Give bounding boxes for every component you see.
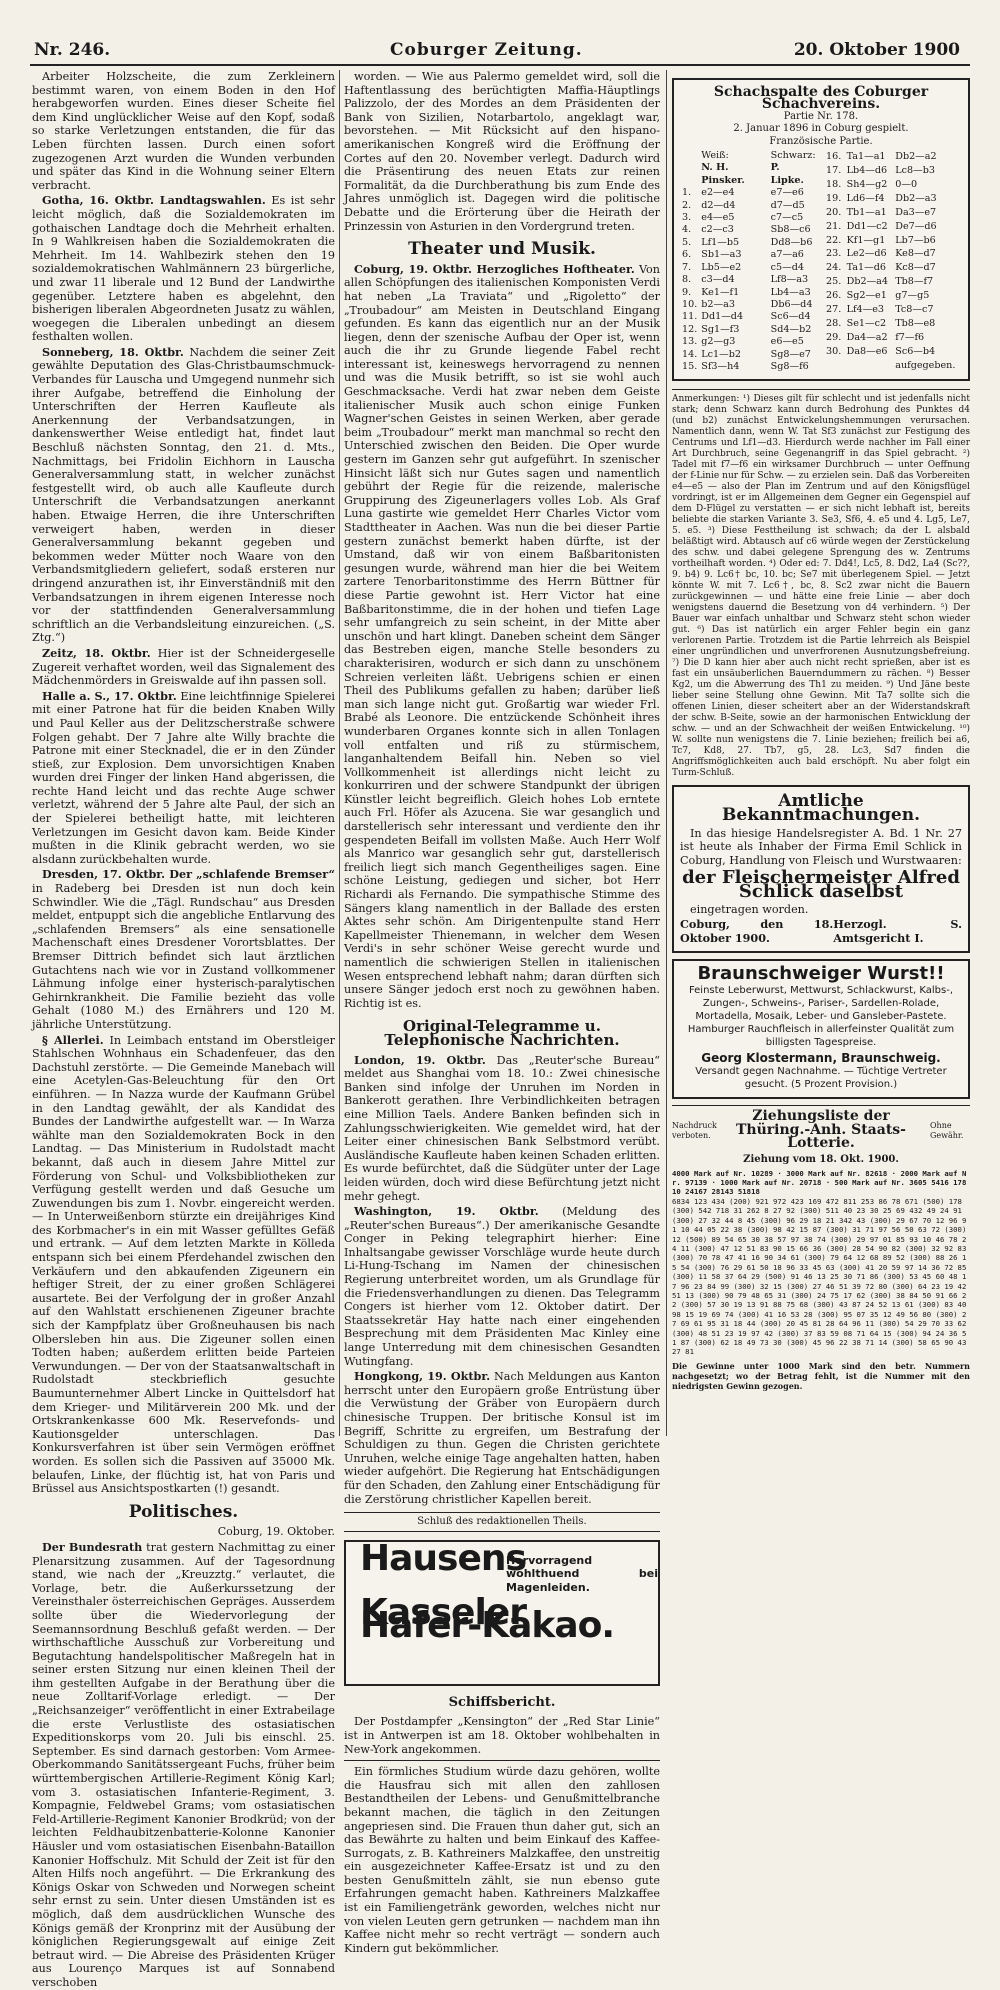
chess-move-row xyxy=(680,349,818,361)
amt-text2: eingetragen worden. xyxy=(690,902,809,916)
move-black: Dd8—b6 xyxy=(770,236,813,248)
move-black: De7—d6 xyxy=(895,220,937,232)
lottery-note-right: Ohne Gewähr. xyxy=(930,1120,964,1140)
move-black: Sd4—b2 xyxy=(770,323,812,335)
move-white: Ta1—a1 xyxy=(846,150,886,162)
paragraph: Ein förmliches Studium würde dazu gehören, wollte die Hausfrau sich mit allen den zahllosen Bestandtheilen der Lebens- und Genußmittelbranche bekannt machen, die täglich in den Zeitungen angepriesen sind. Die Frauen thun daher gut, sich an das Bewährte zu halten und beim Einkauf des Kaffee-Surrogats, z. B. Kathreiners Malzkaffee, den unstreitig ein ausgezeichneter Kaffee-Ersatz ist und zu den besten Genußmitteln zählt, sie nun ebenso gute Erfahrungen gemacht haben. Kathreiners Malzkaffee ist ein Familiengetränk geworden, welches nicht nur von vielen Leuten gern getrunken — nachdem man ihn Kaffee nicht mehr so recht verträgt — sondern auch Kindern gut bekömmlicher. xyxy=(344,1760,660,1955)
move-white: c3—d4 xyxy=(701,274,735,286)
lottery-date: Ziehung vom 18. Okt. 1900. xyxy=(743,1154,899,1166)
ad-tagline: Hervorragend wohlthuend bei Magenleiden. xyxy=(506,1553,658,1594)
move-number: 29. xyxy=(826,332,842,344)
amt-place-date: Coburg, den 18. Oktober 1900. xyxy=(680,917,834,945)
chess-move-row xyxy=(680,262,818,274)
move-white: Da4—a2 xyxy=(846,332,888,344)
move-white: Sf3—h4 xyxy=(701,360,740,372)
move-white: Se1—c2 xyxy=(846,318,887,330)
move-white: Sg2—e1 xyxy=(846,290,887,302)
move-black: Sb8—c6 xyxy=(770,224,811,236)
move-white: Lf1—b5 xyxy=(701,236,740,248)
label-white: Weiß: xyxy=(701,150,729,162)
news-item xyxy=(32,1541,335,1990)
news-body: Nachdem die seiner Zeit gewählte Deputation des Glas-Christbaumschmuck-Verbandes für Lauscha und Umgegend nunmehr sich ihrer Aufgabe, betreffend die Einholung der Unterschriften der Herren Kaufleute als Anerkennung der Verbandsatzungen, in dankenswerther Weise entledigt hat, findet laut Beschluß nächsten Sonntag, den 21. d. Mts., Nachmittags, bei Fridolin Eichhorn in Lauscha Generalversammlung statt, in welcher zunächst festgestellt wird, ob auch alle Kaufleute durch Unterschrift die Verbandsatzungen anerkannt haben. Etwaige Herren, die ihre Unterschriften verweigert haben, werden in dieser Generalversammlung bekannt gegeben und bekommen weder Mütter noch Waare von den Verbandsmitgliedern geliefert, sodaß ersteren nur dringend anzurathen ist, ihr Einverständniß mit den Verbandsatzungen in ihrem eigenen Interesse noch vor der stattfindenden Generalversammlung schriftlich an die Verbandsleitung einzureichen. („S. Ztg.“) xyxy=(32,345,336,645)
move-number: 25. xyxy=(826,276,842,288)
issue-date: 20. Oktober 1900 xyxy=(793,40,960,60)
news-item xyxy=(344,1054,660,1204)
move-black: Da3—e7 xyxy=(895,206,937,218)
chess-column xyxy=(672,78,970,381)
move-black: 0—0 xyxy=(895,178,918,190)
dateline: Coburg, 19. Oktbr. Herzogliches Hoftheater. xyxy=(354,261,635,276)
lottery-header xyxy=(672,1105,970,1151)
amt-signature: Herzogl. S. Amtsgericht I. xyxy=(833,917,962,945)
column-3 xyxy=(672,70,970,1436)
chess-move-row xyxy=(824,290,962,304)
move-white: Sg1—f3 xyxy=(701,323,740,335)
section-heading-politics: Politisches. xyxy=(128,1501,239,1522)
moves-table-right xyxy=(824,150,962,373)
move-number: 15. xyxy=(682,360,698,372)
move-black: Tb8—f7 xyxy=(895,276,934,288)
chess-move-row xyxy=(680,336,818,348)
masthead xyxy=(0,0,1000,64)
move-number: 9. xyxy=(682,286,692,298)
chess-move-row xyxy=(824,178,962,192)
column-divider xyxy=(666,70,667,1436)
dateline: Zeitz, 18. Oktbr. xyxy=(42,645,151,660)
amt-name: der Fleischermeister Alfred Schlick daselbst xyxy=(682,867,960,902)
dateline: Der Bundesrath xyxy=(42,1539,143,1554)
chess-move-row xyxy=(680,324,818,336)
chess-move-row xyxy=(680,249,818,261)
news-body: Von allen Schöpfungen des italienischen Komponisten Verdi hat neben „La Traviata“ und „Rigoletto“ der „Troubadour“ am Meisten in Deutschland Eingang gefunden. Es kann das eigentlich nur an der Musik liegen, denn der szenische Aufbau der Oper ist, wenn auch die ihr zu Grunde liegende Fabel recht interessant ist, keineswegs hervorragend zu nennen und was die Musik betrifft, so ist sie wohl auch Geschmacksache. Verdi hat zwar neben dem Geiste italienischer Musik auch schon einige Funken Wagner'schen Geistes in seinen Werken, aber gerade beim „Troubadour“ merkt man manchmal so recht den Unterschied zwischen den Beiden. Die Oper wurde gestern im Ganzen sehr gut aufgeführt. In szenischer Hinsicht läßt sich nur Gutes sagen und namentlich gebührt der Regie für die reizende, malerische Gruppirung des Zigeunerlagers volles Lob. Als Graf Luna gastirte wie gemeldet Herr Charles Victor vom Stadttheater in Aachen. Was nun die bei dieser Partie gestern zunächst bemerkt haben dürfte, ist der Umstand, daß wir von einem Baßbaritonisten gesungen wurde, während man hier die bei Weitem zartere Tenorbaritonstimme des Herrn Büttner für diese Partie gewohnt ist. Herr Victor hat eine Baßbaritonstimme, die in der hohen und tiefen Lage sehr umfangreich zu sein scheint, in der Mitte aber unschön und hart klingt. Daneben scheint dem Sänger das Bestreben eigen, manche Stelle besonders zu charakterisiren, wodurch er sich dann zu unschönem Schreien verleiten läßt. Uebrigens schien er einen Theil des Publikums gefallen zu haben; darüber ließ man sich lange nicht gut. Großartig war wieder Frl. Brabé als Leonore. Die entzückende Schönheit ihres wunderbaren Organes konnte sich in allen Tonlagen voll entfalten und riß zu stürmischem, langanhaltendem Beifall hin. Neben so viel Vollkommenheit ist allerdings nicht leicht zu konkurriren und der schwere Standpunkt der übrigen Künstler leicht begreiflich. Gleich hohes Lob erntete auch Frl. Höfer als Azucena. Sie war gesanglich und darstellerisch sehr interessant und verdiente den ihr gespendeten Beifall im vollsten Maße. Auch Herr Wolf als Manrico war gesanglich sehr gut, darstellerisch freilich liegt sich manch Gegentheiliges sagen. Eine schöne Leistung, gediegen und sicher, bot Herr Richardi als Fernando. Die sympathische Stimme des Sängers klang namentlich in der Ballade des ersten Aktes sehr schön. Am Dirigentenpulte stand Herr Kapellmeister Thienemann, in welcher dem Wesen Verdi's in sehr schöner Weise gerecht wurde und namentlich die schwierigen Stellen in italienischen Wesen entsprechend lebhaft nahm; daran dürften sich unsere Sänger jedoch erst noch zu gewöhnen haben. Richtig ist es. xyxy=(344,262,660,1010)
chess-move-row xyxy=(824,234,962,248)
news-body: Eine leichtfinnige Spielerei mit einer Patrone hat für die beiden Knaben Willy und Paul Keller aus der Delitzscherstraße schwere Folgen gehabt. Der 7 Jahre alte Willy brachte die Patrone mit einer Stecknadel, die er in den Zünder stieß, zur Explosion. Dem unvorsichtigen Knaben wurden drei Finger der linken Hand abgerissen, die rechte Hand leicht und das rechte Auge schwer verletzt, während der 5 Jahre alte Paul, der sich an der Spielerei betheiligt hatte, mit leichteren Verletzungen im Gesicht davon kam. Beide Kinder mußten in die Klinik gebracht werden, wo sie alsdann zurückbehalten wurde. xyxy=(32,689,335,866)
move-black: Lb7—b6 xyxy=(895,234,936,246)
chess-move-row xyxy=(680,212,818,224)
dateline: London, 19. Oktbr. xyxy=(354,1052,486,1067)
chess-move-row xyxy=(824,150,962,164)
column-divider xyxy=(339,70,340,1436)
chess-move-row xyxy=(680,237,818,249)
move-black: aufgegeben. xyxy=(895,360,956,372)
wurst-firm: Georg Klostermann, Braunschweig. xyxy=(701,1051,941,1066)
move-white: Dd1—d4 xyxy=(701,311,744,323)
wurst-title: Braunschweiger Wurst!! xyxy=(697,963,945,985)
lottery-footnote: Die Gewinne unter 1000 Mark sind den betr. Nummern nachgesetzt; wo der Betrag fehlt, ist die Nummer mit den niedrigsten Gewinn gezogen. xyxy=(672,1360,970,1391)
move-number: 18. xyxy=(826,178,842,190)
move-white: Lf4—e3 xyxy=(846,304,885,316)
move-black: Lf8—a3 xyxy=(770,274,809,286)
move-number: 28. xyxy=(826,318,842,330)
chess-annotations: Anmerkungen: ¹) Dieses gilt für schlecht und ist jedenfalls nicht stark; denn Schwarz kann durch Bedrohung des Punktes d4 (und b2) zunächst Entwickelungshemmungen verursachen. Namentlich dann, wenn W. Tat Sf3 zunächst zur Festigung des Centrums und Lf1—d3. Hierdurch werde nachher im Fall einer Art Durchbruch, seine Gegenangriff in das Spiel gebracht. ²) Tadel mit f7—f6 ein wirksamer Durchbruch — unter Oeffnung der f-Linie nur für Schw. — zu erzielen sein. Daß das Vorbereiten e4—e5 — also der Plan im Zentrum und auf den Königsflügel vordringt, ist er im Allgemeinen dem Gegner ein Gegenspiel auf dem D-Flügel zu verstatten — er sich nicht lebhaft ist, bereits beliebte die starken Variante 3. Se3, Sf6, 4. e5 und 4. Lg5, Le7, 5. e5. ³) Diese Festtheilung ist schwach; da der L alsbald beläßtigt wird. Abtausch auf c6 würde wegen der Zerstückelung des schw. und dabei gelegene Sprengung des w. Zentrums vortheilhaft worden. ⁴) Oder ed: 7. Dd4!, Lc5, 8. Dd2, La4 (Sc??, 9. b4) 9. Lc6† bc, 10. bc; Se7 mit überlegenem Spiel. — Jetzt könnte W. mit 7. Lc6†, bc, 8. Sc2 zwar nicht die Bauern zurückgewinnen — und hätte eine freie Linie — aber doch wenigstens dauernd die Besetzung von d4 verhindern. ⁵) Der Bauer war einfach unhaltbar und Schwarz steht schon wieder gut. ⁶) Das ist natürlich ein arger Fehler begin ein ganz verlorenen Partie. Trotzdem ist die Partie lehrreich als Beispiel einer ungründlichen und unverfrorenen Ausnutzungsbefreiung. ⁷) Die D kann hier aber auch nicht recht sprießen, aber ist es fast ein unsäuberlichen Bauerndummern zu rächen. ⁸) Besser Kg2, um die Abwerrung des Th1 zu meiden. ⁹) Und Jäne beste lieber seine Stellung ohne Gewinn. Mit Ta7 sollte sich die offenen Linien, dieser scheitert aber an der Widerstandskraft der schw. B-Seite, sowie an der harmonischen Entwicklung der schw. — und an der Schwachheit der weißen Entwickelung. ¹⁰) W. sollte nun wenigstens die 7. Linie beziehen; freilich bei a6, Tc7, Kd8, 27. Tb7, g5, 28. Lc3, Sd7 finden die Angriffsmöglichkeiten auch bald erschöpft. Nu aber folgt ein Turm-Schluß. xyxy=(672,389,970,779)
move-number: 2. xyxy=(682,199,692,211)
move-black: c7—c5 xyxy=(770,212,804,224)
dateline: Gotha, 16. Oktbr. Landtagswahlen. xyxy=(42,193,266,208)
move-black: Sc6—d4 xyxy=(770,311,811,323)
chess-move-row xyxy=(824,262,962,276)
move-black: c5—d4 xyxy=(770,261,804,273)
news-body: Nach Meldungen aus Kanton herrscht unter den Europäern große Entrüstung über die Verwüstung der Gräber von Europäern durch chinesische Truppen. Der britische Konsul ist im Begriff, Schritte zu ergreifen, um Bestrafung der Schuldigen zu thun. Gegen die Christen gerichtete Unruhen, welche einige Tage angehalten hatten, haben wieder aufgehört. Die Regierung hat Entschädigungen für den Schaden, den Zahlung einer Entschädigung für die Zerstörung christlicher Kapellen bereit. xyxy=(344,1370,660,1506)
move-black: g7—g5 xyxy=(895,290,930,302)
move-white: Sb1—a3 xyxy=(701,249,742,261)
chess-move-row xyxy=(680,274,818,286)
news-body: (Meldung des „Reuter'schen Bureaus“.) Der amerikanische Gesandte Conger in Peking telegraphirt hierher: Eine Inhaltsangabe gewisser Vorschläge wurde heute durch Li-Hung-Tschang im Namen der chinesischen Regierung unterbreitet worden, um als Grundlage für die Friedensverhandlungen zu dienen. Das Telegramm Congers ist hierher vom 12. Oktober datirt. Der Staatssekretär Hay hatte nach einer eingehenden Besprechung mit dem Präsidenten Mac Kinley eine lange Unterredung mit dem chinesischen Gesandten Wutingfang. xyxy=(344,1205,660,1368)
paragraph: worden. — Wie aus Palermo gemeldet wird, soll die Haftentlassung des berüchtigten Maffia-Häuptlings Palizzolo, der des Mordes an dem Präsidenten der Bank von Sizilien, Notarbartolo, angeklagt war, bevorstehen. — Mit Rücksicht auf den hispano-amerikanischen Kongreß wird die Eröffnung der Cortes auf den 20. November verlegt. Dadurch wird die Präsentirung des neuen Etats zur reinen Formalität, da die Durchberathung bis zum Ende des Jahres unmöglich ist. Dagegen wird die politische Debatte und die Erörterung über die Heirath der Prinzessin von Asturien in den Vordergrund treten. xyxy=(344,70,660,233)
move-number: 26. xyxy=(826,290,842,302)
chess-move-row xyxy=(680,224,818,236)
chess-move-row xyxy=(680,187,818,199)
move-number: 11. xyxy=(682,311,698,323)
section-heading-telegrams: Original-Telegramme u. Telephonische Nachrichten. xyxy=(384,1017,620,1049)
chess-move-row xyxy=(824,220,962,234)
move-number: 24. xyxy=(826,262,842,274)
chess-move-row xyxy=(824,276,962,290)
chess-move-row xyxy=(824,331,962,345)
chess-move-row xyxy=(824,359,962,373)
column-1 xyxy=(32,70,336,1989)
move-number: 17. xyxy=(826,164,842,176)
move-black: e7—e6 xyxy=(770,187,804,199)
chess-move-row xyxy=(824,345,962,359)
move-black: Db2—a3 xyxy=(895,192,937,204)
move-black: Db6—d4 xyxy=(770,298,813,310)
move-number: 10. xyxy=(682,298,698,310)
move-number: 14. xyxy=(682,348,698,360)
move-white: Le2—d6 xyxy=(846,248,887,260)
amt-text: In das hiesige Handelsregister A. Bd. 1 Nr. 27 ist heute als Inhaber der Firma Emil Schlick in Coburg, Handlung von Fleisch und Wurstwaaren: xyxy=(680,826,962,867)
news-item xyxy=(344,263,660,1011)
move-white: Dd1—c2 xyxy=(846,220,888,232)
move-number: 5. xyxy=(682,236,692,248)
news-body: Es ist sehr leicht möglich, daß die Sozialdemokraten im gothaischen Landtage doch die Mehrheit erhalten. In 9 Wahlkreisen haben die Sozialdemokraten die Mehrheit. Im 14. Wahlbezirk stehen den 19 sozialdemokratischen Wahlmännern 23 bürgerliche, und zwar 11 liberale und 12 Bund der Landwirthe gegenüber. Letztere haben es abgelehnt, den bisherigen liberalen Abgeordneten Jusatz zu wählen, woegegen die Liberalen unbedingt an diesem festhalten wollen. xyxy=(32,194,335,344)
move-white: Db2—a4 xyxy=(846,276,888,288)
move-black: Db2—a2 xyxy=(895,150,937,162)
move-white: d2—d4 xyxy=(701,199,736,211)
chess-move-row xyxy=(824,164,962,178)
move-number: 30. xyxy=(826,346,842,358)
move-number: 23. xyxy=(826,248,842,260)
section-dateline: Coburg, 19. Oktober. xyxy=(217,1525,335,1539)
move-number: 21. xyxy=(826,220,842,232)
move-white: c2—c3 xyxy=(701,224,734,236)
column-2 xyxy=(344,70,660,1955)
move-white: Da8—e6 xyxy=(846,346,888,358)
chess-move-row xyxy=(824,304,962,318)
partie-number: Partie Nr. 178. xyxy=(783,110,859,122)
chess-move-row xyxy=(824,248,962,262)
move-number xyxy=(824,359,845,373)
issue-number: Nr. 246. xyxy=(34,40,111,60)
move-black: Tc8—c7 xyxy=(895,304,934,316)
move-white: b2—a3 xyxy=(701,298,735,310)
move-white: Lc1—b2 xyxy=(701,348,741,360)
move-white: Tb1—a1 xyxy=(846,206,887,218)
chess-move-row xyxy=(680,361,818,373)
move-black: Tb8—e8 xyxy=(895,318,936,330)
move-white: Sh4—g2 xyxy=(846,178,888,190)
move-white: Kf1—g1 xyxy=(846,234,886,246)
ad-product: Kasseler Hafer-Kakao. xyxy=(360,1591,615,1647)
lottery-note-left: Nachdruck verboten. xyxy=(672,1120,717,1140)
chess-move-row xyxy=(680,287,818,299)
dateline: Hongkong, 19. Oktbr. xyxy=(354,1369,491,1384)
chess-move-row xyxy=(680,299,818,311)
news-item xyxy=(344,1205,660,1368)
lottery-numbers: 6834 123 434 (200) 921 972 423 169 472 811 253 86 78 671 (500) 178 (300) 542 718 31 262 8 27 92 (300) 511 40 23 30 25 69 432 49 24 91 (300) 27 32 44 8 45 (300) 96 29 18 21 342 43 (300) 29 67 70 12 96 91 10 44 05 22 38 (300) 98 42 15 87 (300) 31 71 97 56 50 63 72 (300) 12 (500) 89 54 65 30 38 57 97 38 74 (300) 29 97 01 85 93 10 46 78 24 11 (300) 47 12 51 83 90 15 66 36 (300) 28 54 90 82 (300) 32 92 83 (300) 70 78 47 41 16 90 34 61 (300) 79 64 12 68 89 52 (300) 88 26 15 54 (300) 76 29 61 50 18 96 33 45 63 (300) 41 20 59 97 14 36 72 85 (300) 11 58 37 64 29 (500) 91 46 13 25 30 71 86 (300) 53 45 60 48 17 96 23 84 99 (300) 32 15 (300) 27 46 51 39 72 80 (300) 64 23 19 42 51 13 (300) 90 79 48 65 31 (300) 24 75 17 62 (300) 38 84 50 91 66 22 (300) 57 30 19 13 91 88 75 68 (300) 43 87 24 52 13 61 (300) 83 40 98 15 19 69 74 (300) 41 16 53 28 (300) 95 07 35 12 49 56 80 (300) 27 69 61 95 31 18 44 (300) 20 45 81 28 64 96 11 (300) 54 29 70 33 62 (300) 48 51 23 19 97 42 (300) 37 83 59 08 71 64 15 (300) 94 24 36 51 87 (300) 62 18 49 73 30 (300) 45 96 22 38 71 14 (300) 58 65 90 43 27 81 xyxy=(672,1196,967,1357)
move-white: Ld6—f4 xyxy=(846,192,885,204)
dateline: § Allerlei. xyxy=(42,1032,104,1047)
hafer-kakao-advertisement xyxy=(344,1537,660,1686)
news-body: In Leimbach entstand im Oberstleiger Stahlschen Wohnhaus ein Schadenfeuer, das den Dachstuhl zerstörte. — Die Gemeinde Manebach will eine Acetylen-Gas-Beleuchtung für den Ort einführen. — In Nazza wurde der Kaufmann Grübel in den Landtag gewählt, der als Kandidat des Bundes der Landwirthe aufgestellt war. — In Warza wählte man den Sozialdemokraten Bock in den Landtag. — Das Ministerium in Rudolstadt macht bekannt, daß auch in diesem Jahre Mittel zur Förderung von Schul- und Volksbibliotheken zur Verfügung gestellt werden und daß Gesuche um Zuwendungen bis zum 1. Novbr. eingereicht werden. — In Unterweißenborn stürzte ein dreijähriges Kind des Korbmacher's in ein mit Wasser gefülltes Gefäß und ertrank. — Auf dem letzten Markte in Kölleda entspann sich bei einem Pferdehandel zwischen den Verkäufern und den abkaufenden Zigeunern ein heftiger Streit, der zu einer großen Schlägerei ausartete. Bei der Verfolgung der in großer Anzahl auf den Wahlstatt erschienenen Zigeuner brachte sich der Kampfplatz über Großneuhausen bis nach Olbersleben hin aus. Die Zigeuner sollen einen Todten haben; außerdem erlitten beide Parteien Verwundungen. — Der von der Staatsanwaltschaft in Rudolstadt steckbrieflich gesuchte Baumunternehmer Albert Lincke in Quittelsdorf hat dem Krieger- und Militärverein 200 Mk. und der Ortskrankenkasse 600 Mk. Reservefonds- und Kautionsgelder unterschlagen. Das Konkursverfahren ist über sein Vermögen eröffnet worden. Es sollen sich die Passiven auf 35000 Mk. belaufen, Linke, der flüchtig ist, hat von Paris und Brüssel aus Ansichtspostkarten (!) gesandt. xyxy=(32,1033,336,1496)
move-black: Sg8—f6 xyxy=(770,360,809,372)
dateline: Halle a. S., 17. Oktbr. xyxy=(42,688,177,703)
news-body: Hier ist der Schneidergeselle Zugereit verhaftet worden, weil das Signalement des Mädchenmörders in Greiswalde auf ihn passen soll. xyxy=(32,646,335,688)
partie-type: Französische Partie. xyxy=(769,135,873,147)
news-item xyxy=(344,1370,660,1506)
official-announcements xyxy=(672,785,970,953)
lottery-prizes: 4000 Mark auf Nr. 10289 · 3000 Mark auf Nr. 82618 · 2000 Mark auf Nr. 97139 · 1000 Mark auf Nr. 20718 · 500 Mark auf Nr. 3605 5416 17810 24167 28143 51818 xyxy=(672,1168,967,1197)
move-number: 12. xyxy=(682,323,698,335)
move-black: Sc6—b4 xyxy=(895,346,936,358)
move-black: Lb4—a3 xyxy=(770,286,811,298)
player-black: P. Lipke. xyxy=(770,162,804,186)
move-black: f7—f6 xyxy=(895,332,925,344)
chess-move-row xyxy=(824,317,962,331)
dateline: Dresden, 17. Oktbr. Der „schlafende Bremser“ xyxy=(42,867,335,882)
move-white: g2—g3 xyxy=(701,336,736,348)
player-white: N. H. Pinsker. xyxy=(701,162,745,186)
paragraph: Der Postdampfer „Kensington“ der „Red Star Linie“ ist in Antwerpen ist am 18. Oktober wohlbehalten in New-York angekommen. xyxy=(344,1715,660,1756)
news-item xyxy=(32,346,335,645)
move-white: Ke1—f1 xyxy=(701,286,740,298)
lottery-title: Ziehungsliste der Thüring.-Anh. Staats-Lotterie. xyxy=(736,1108,906,1152)
masthead-rule xyxy=(30,64,970,66)
wurst-advertisement xyxy=(672,959,970,1099)
dateline: Sonneberg, 18. Oktbr. xyxy=(42,344,184,359)
move-number: 19. xyxy=(826,192,842,204)
chess-move-row xyxy=(680,200,818,212)
section-heading-ships: Schiffsbericht. xyxy=(448,1694,556,1710)
move-number: 8. xyxy=(682,274,692,286)
news-item xyxy=(32,868,335,1031)
move-number: 13. xyxy=(682,336,698,348)
chess-move-row xyxy=(680,311,818,323)
move-white: e2—e4 xyxy=(701,187,735,199)
chess-move-row xyxy=(824,206,962,220)
move-number: 3. xyxy=(682,212,692,224)
move-white: Ta1—d6 xyxy=(846,262,886,274)
move-number: 7. xyxy=(682,261,692,273)
news-item xyxy=(32,690,335,867)
paragraph: Arbeiter Holzscheite, die zum Zerkleinern bestimmt waren, von einem Boden in den Hof herabgeworfen wurden. Eines dieser Scheite fiel dem Kind unglücklicher Weise auf den Kopf, sodaß so starke Verletzungen entstanden, die für das Leben fürchten lassen. Durch einen sofort zugezogenen Arzt wurden die Wunden verbunden und später das Kind in die Wohnung seiner Eltern verbracht. xyxy=(32,70,335,192)
move-black: Ke8—d7 xyxy=(895,248,936,260)
wurst-text: Feinste Leberwurst, Mettwurst, Schlackwurst, Kalbs-, Zungen-, Schweins-, Pariser-, Sardellen-Rolade, Mortadella, Mosaik, Leber- und Gansleber-Pastete. Hamburger Rauchfleisch in allerfeinster Qualität zum billigsten Tagespreise. xyxy=(687,985,955,1049)
move-black: d7—d5 xyxy=(770,199,805,211)
news-item xyxy=(32,194,335,344)
move-white: Lb5—e2 xyxy=(701,261,742,273)
news-body: trat gestern Nachmittag zu einer Plenarsitzung zusammen. Auf der Tagesordnung stand, wie nach der „Kreuzztg.“ verlautet, die Vorlage, betr. die Außerkurssetzung der Vereinsthaler österreichischen Gepräges. Ausserdem sollte über die Wiedervorlegung der Seemannsordnung Beschluß gefaßt werden. — Der wirthschaftliche Ausschuß zur Vorbereitung und Begutachtung handelspolitischer Maßregeln hat in seiner ersten Sitzung nur einen kleinen Theil der ihm gestellten Aufgabe in der Berathung über die neue Zolltarif-Vorlage erledigt. — Der „Reichsanzeiger“ veröffentlicht in einer Extrabeilage die erste Verlustliste des ostasiatischen Expeditionskorps vom 20. Juli bis einschl. 25. September. Es sind darnach gestorben: Vom Armee-Oberkommando Sanitätssergeant Fuchs, früher beim württembergischen Artillerie-Regiment König Karl; vom 3. ostasiatischen Infanterie-Regiment, 3. Kompagnie, Feldwebel Grams; vom ostasiatischen Feld-Artillerie-Regiment Kanonier Brodkrüd; von der leichten Feldhaubitzenbatterie-Kolonne Kanonier Häusler und vom ostasiatischen Eisenbahn-Bataillon Kanonier Hoffschulz. Mit Schuld der Zeit ist für den Alten Hilfs noch angeführt. — Die Erkrankung des Königs Oskar von Schweden und Norwegen scheint sehr ernst zu sein. Unter diesen Umständen ist es möglich, daß dem ausdrücklichen Wunsche des Königs gemäß der Kronprinz mit der Ausübung der königlichen Regierungsgewalt auf einige Zeit betraut wird. — Die Abreise des Präsidenten Krüger aus Lourenço Marques ist auf Sonnabend verschoben xyxy=(32,1540,336,1989)
move-white: Lb4—d6 xyxy=(846,164,888,176)
chess-title: Schachspalte des Coburger Schachvereins. xyxy=(713,84,929,113)
partie-date: 2. Januar 1896 in Coburg gespielt. xyxy=(733,123,909,135)
section-heading-theater: Theater und Musik. xyxy=(408,239,596,260)
move-number: 27. xyxy=(826,304,842,316)
amt-title: Amtliche Bekanntmachungen. xyxy=(722,791,920,825)
news-body: Das „Reuter'sche Bureau“ meldet aus Shanghai vom 18. 10.: Zwei chinesische Banken sind infolge der Unruhen im Norden in Bankerott gerathen. Ihre Verbindlichkeiten betragen eine Million Taels. Andere Banken befinden sich in Zahlungsschwierigkeiten. Wie gemeldet wird, hat der Leiter einer chinesischen Bank Selbstmord verübt. Ausländische Kaufleute haben keinen Schaden erlitten. Es wurde befürchtet, daß die Südgüter unter der Lage leiden würden, doch wird diese Befürchtung jetzt nicht mehr gehegt. xyxy=(344,1053,660,1203)
move-white xyxy=(845,359,894,373)
move-black: Kc8—d7 xyxy=(895,262,936,274)
move-number: 22. xyxy=(826,234,842,246)
news-item xyxy=(32,1034,335,1496)
news-body: in Radeberg bei Dresden ist nun doch kein Schwindler. Wie die „Tägl. Rundschau“ aus Dresden meldet, entpuppt sich die angebliche Entlarvung des „schlafenden Bremsers“ als eine sensationelle Machenschaft eines Dresdener Vorortsblattes. Der Bremser Dittrich befindet sich laut ärztlichen Gutachtens nach wie vor in Zustand vollkommener Lähmung infolge einer hysterisch-paralytischen Gehirnkrankheit. Die Familie bezieht das volle Gehalt (1080 M.) des Ernährers und 120 M. jährliche Unterstützung. xyxy=(32,882,335,1031)
move-number: 1. xyxy=(682,187,692,199)
wurst-shipping: Versandt gegen Nachnahme. — Tüchtige Vertreter gesucht. (5 Prozent Provision.) xyxy=(695,1066,947,1091)
move-black: e6—e5 xyxy=(770,336,804,348)
move-white: e4—e5 xyxy=(701,212,735,224)
move-number: 16. xyxy=(826,150,842,162)
move-black: Sg8—e7 xyxy=(770,348,811,360)
move-black: Lc8—b3 xyxy=(895,164,935,176)
dateline: Washington, 19. Oktbr. xyxy=(354,1204,539,1219)
label-black: Schwarz: xyxy=(770,150,816,162)
newspaper-title: Coburger Zeitung. xyxy=(390,40,583,60)
move-number: 4. xyxy=(682,224,692,236)
move-number: 6. xyxy=(682,249,692,261)
editorial-end-marker: Schluß des redaktionellen Theils. xyxy=(344,1512,660,1532)
ad-brand: Hausens xyxy=(360,1537,526,1579)
chess-move-row xyxy=(824,192,962,206)
moves-table-left xyxy=(680,150,818,373)
move-black: a7—a6 xyxy=(770,249,804,261)
move-number: 20. xyxy=(826,206,842,218)
news-item xyxy=(32,647,335,688)
